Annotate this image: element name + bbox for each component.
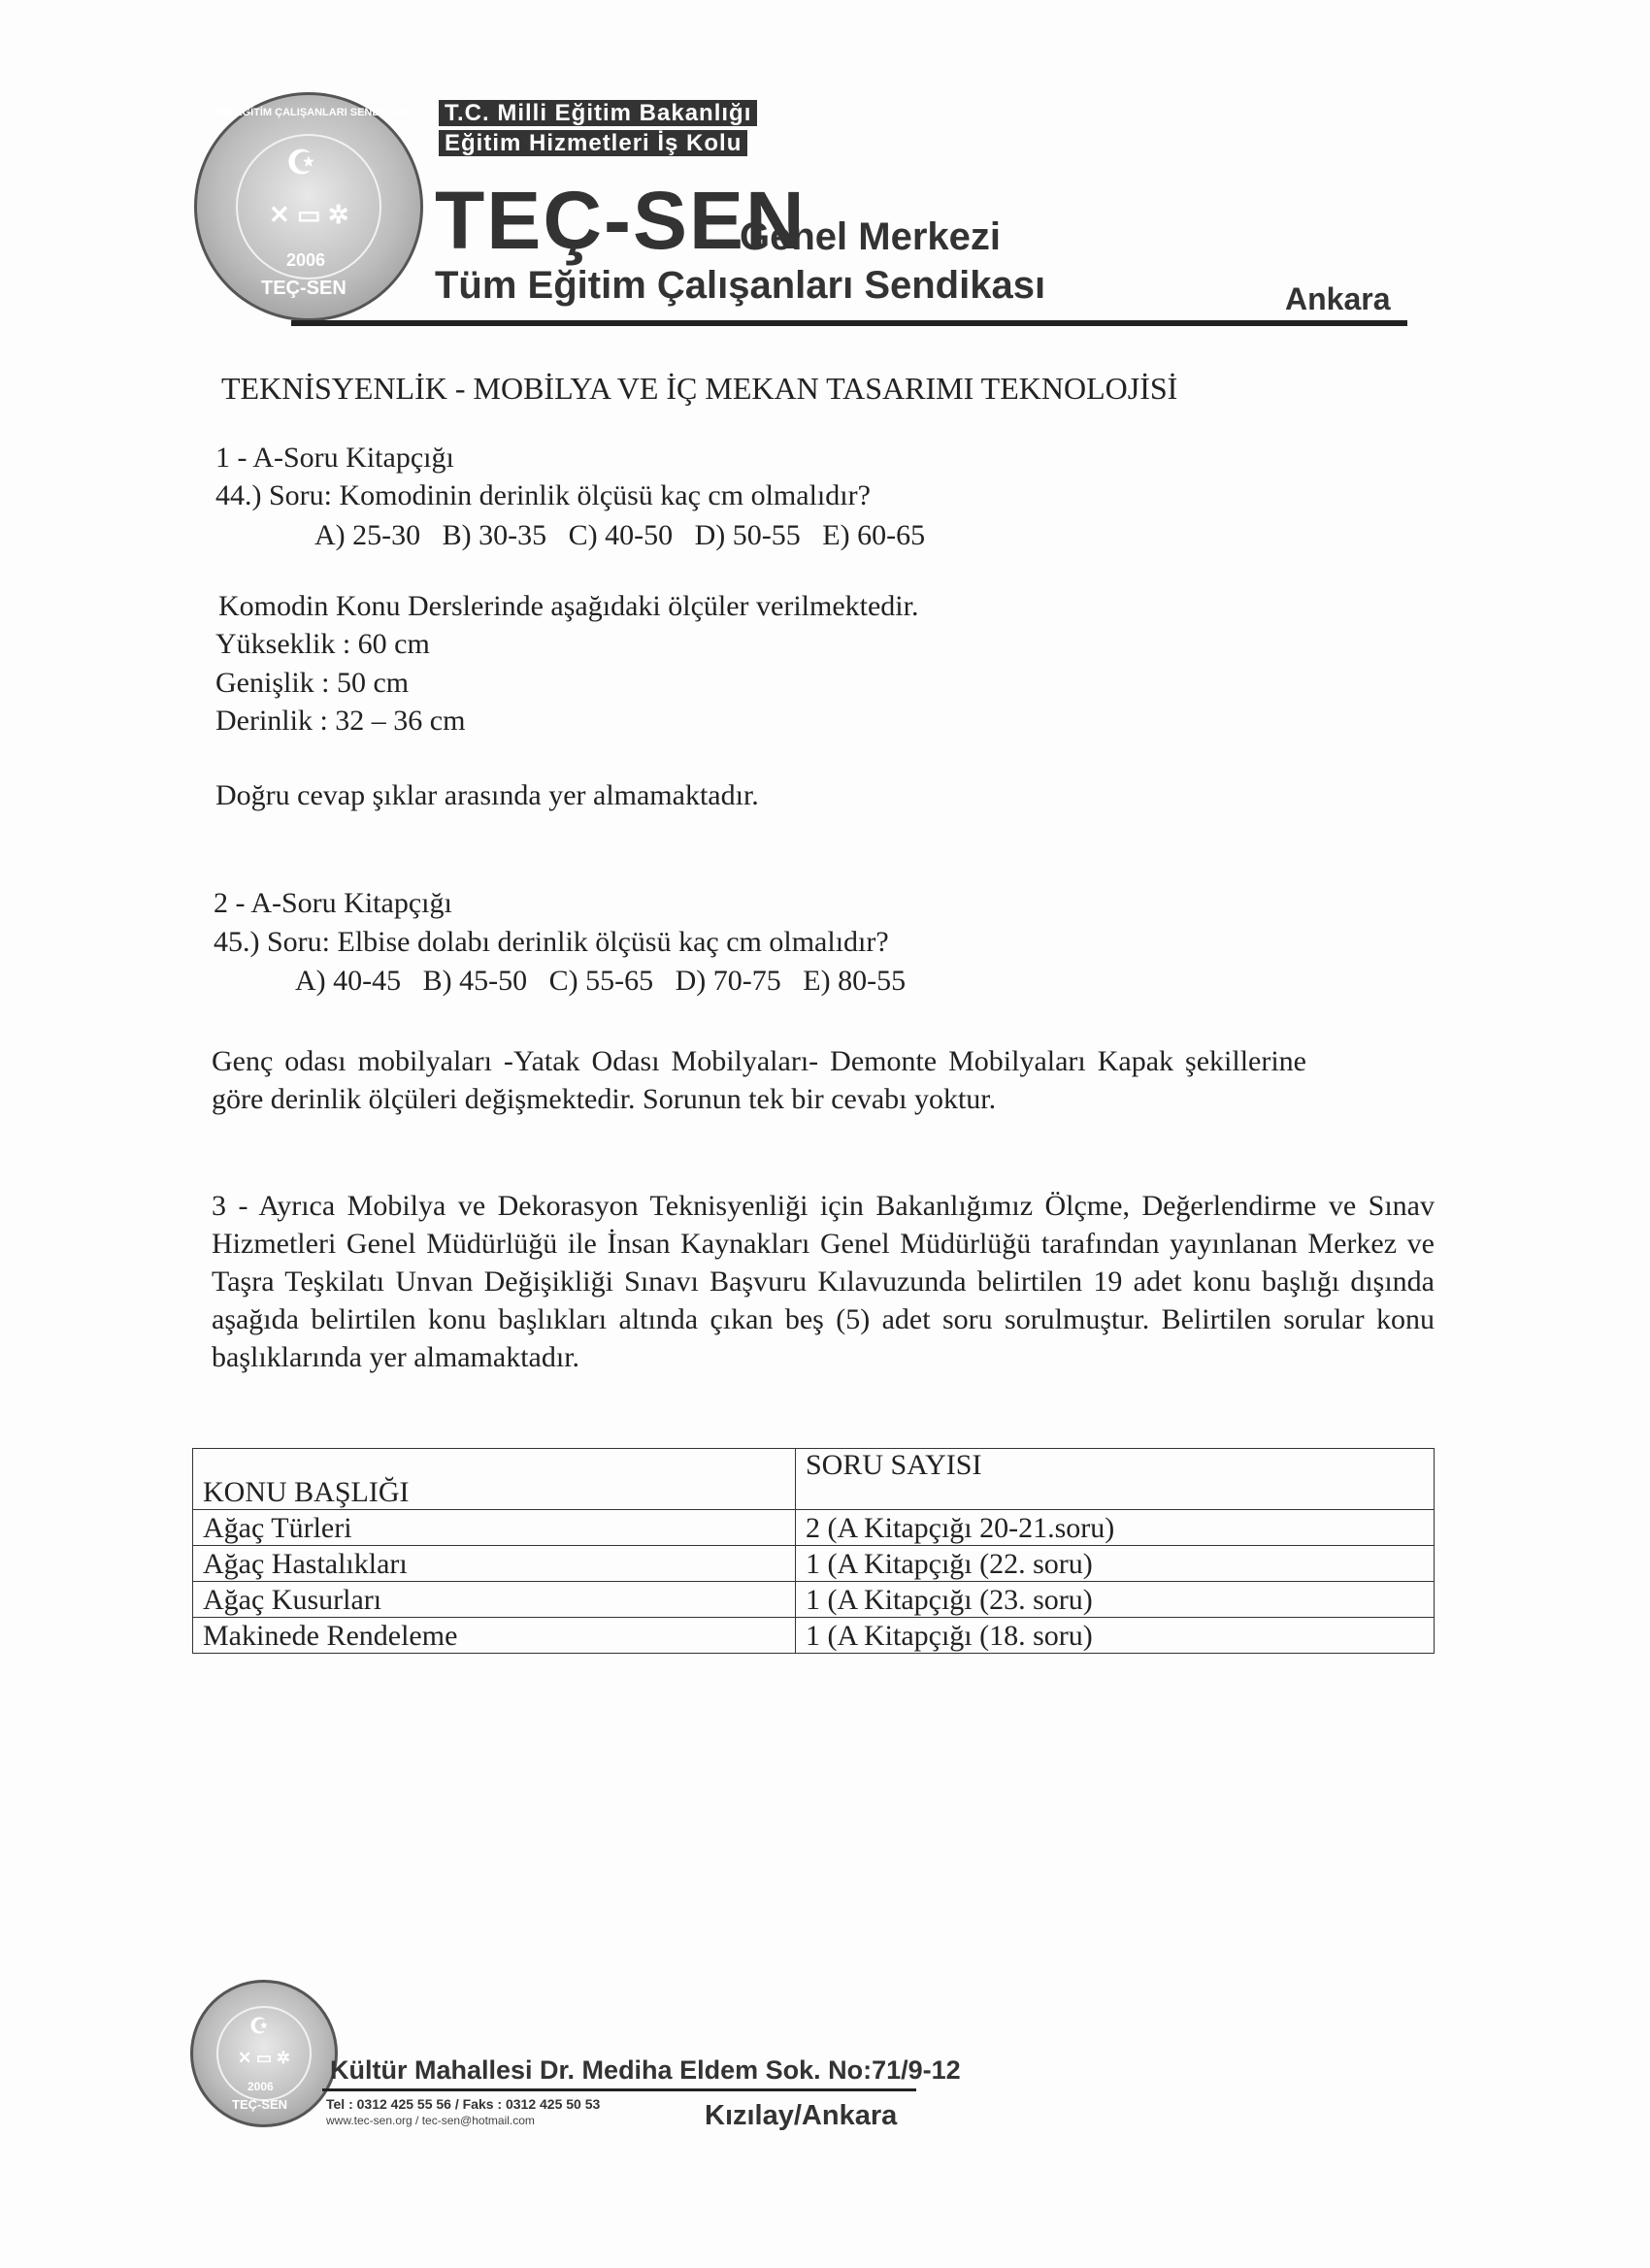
item2-ref: 2 - A-Soru Kitapçığı — [214, 887, 452, 919]
item1-dim-depth: Derinlik : 32 – 36 cm — [215, 705, 466, 737]
item1-explanation-intro: Komodin Konu Derslerinde aşağıdaki ölçüler verilmektedir. — [218, 590, 919, 622]
item1-dim-width: Genişlik : 50 cm — [215, 667, 410, 699]
header-city: Ankara — [1285, 281, 1391, 316]
seal-top-text: TÜM EĞİTİM ÇALIŞANLARI SENDİKASI — [209, 107, 409, 118]
column-header-topic: KONU BAŞLIĞI — [193, 1449, 796, 1510]
footer-phone: Tel : 0312 425 55 56 / Faks : 0312 425 50 53 — [326, 2096, 601, 2112]
seal-year: 2006 — [286, 250, 326, 270]
union-name: Tüm Eğitim Çalışanları Sendikası — [435, 264, 1046, 307]
table-cell-count: 1 (A Kitapçığı (18. soru) — [796, 1618, 1435, 1654]
table-header-row — [193, 1449, 1435, 1510]
footer-seal-bottom-text: TEÇ-SEN — [232, 2097, 288, 2112]
brand-name: TEÇ-SEN — [435, 175, 807, 266]
item1-options: A) 25-30 B) 30-35 C) 40-50 D) 50-55 E) 60-65 — [314, 519, 926, 551]
table-cell-count: 1 (A Kitapçığı (22. soru) — [796, 1546, 1435, 1582]
item1-question: 44.) Soru: Komodinin derinlik ölçüsü kaç cm olmalıdır? — [215, 479, 871, 511]
item2-question: 45.) Soru: Elbise dolabı derinlik ölçüsü kaç cm olmalıdır? — [214, 926, 889, 958]
ministry-line-2: Eğitim Hizmetleri İş Kolu — [439, 130, 747, 157]
header-divider — [291, 320, 1407, 326]
table-cell-topic: Ağaç Türleri — [193, 1510, 796, 1546]
brand-subtitle: Genel Merkezi — [740, 215, 1002, 258]
tools-icon: ✕ ▭ ✲ — [269, 200, 349, 229]
table-row — [193, 1582, 1435, 1618]
item2-options: A) 40-45 B) 45-50 C) 55-65 D) 70-75 E) 80-55 — [295, 965, 907, 997]
item2-explanation: Genç odası mobilyaları -Yatak Odası Mobilyaları- Demonte Mobilyaları Kapak şekillerine göre derinlik ölçüleri değişmektedir. Sorunun tek bir cevabı yoktur. — [212, 1045, 1306, 1115]
topics-table — [192, 1448, 1435, 1654]
footer-web: www.tec-sen.org / tec-sen@hotmail.com — [326, 2114, 535, 2127]
footer-divider — [322, 2088, 916, 2091]
union-seal-logo — [194, 92, 423, 321]
footer-address: Kültür Mahallesi Dr. Mediha Eldem Sok. No:71/9-12 — [330, 2055, 961, 2085]
ministry-line-1: T.C. Milli Eğitim Bakanlığı — [439, 100, 757, 127]
table-cell-topic: Makinede Rendeleme — [193, 1618, 796, 1654]
item1-ref: 1 - A-Soru Kitapçığı — [215, 442, 454, 474]
column-header-count: SORU SAYISI — [796, 1449, 1435, 1510]
table-cell-count: 1 (A Kitapçığı (23. soru) — [796, 1582, 1435, 1618]
crescent-star-icon: ☪ — [249, 2014, 269, 2038]
document-title: TEKNİSYENLİK - MOBİLYA VE İÇ MEKAN TASARIMI TEKNOLOJİSİ — [221, 371, 1178, 406]
crescent-star-icon: ☪ — [286, 145, 316, 181]
footer-seal-year: 2006 — [248, 2080, 274, 2093]
item1-conclusion: Doğru cevap şıklar arasında yer almamaktadır. — [215, 779, 759, 811]
seal-bottom-text: TEÇ-SEN — [261, 278, 346, 299]
footer-union-seal-logo — [190, 1980, 338, 2127]
item1-dim-height: Yükseklik : 60 cm — [215, 628, 430, 660]
footer-city: Kızılay/Ankara — [705, 2100, 898, 2131]
table-cell-count: 2 (A Kitapçığı 20-21.soru) — [796, 1510, 1435, 1546]
table-row — [193, 1546, 1435, 1582]
table-row — [193, 1618, 1435, 1654]
table-cell-topic: Ağaç Hastalıkları — [193, 1546, 796, 1582]
table-cell-topic: Ağaç Kusurları — [193, 1582, 796, 1618]
item3-paragraph: 3 - Ayrıca Mobilya ve Dekorasyon Teknisyenliği için Bakanlığımız Ölçme, Değerlendirme ve Sınav Hizmetleri Genel Müdürlüğü ile İnsan Kaynakları Genel Müdürlüğü tarafından yayınlanan Merkez ve Taşra Teşkilatı Unvan Değişikliği Sınavı Başvuru Kılavuzunda belirtilen 19 adet konu başlığı dışında aşağıda belirtilen konu başlıkları altında çıkan beş (5) adet soru sorulmuştur. Belirtilen sorular konu başlıklarında yer almamaktadır. — [212, 1190, 1435, 1373]
tools-icon: ✕ ▭ ✲ — [238, 2049, 290, 2067]
table-row — [193, 1510, 1435, 1546]
